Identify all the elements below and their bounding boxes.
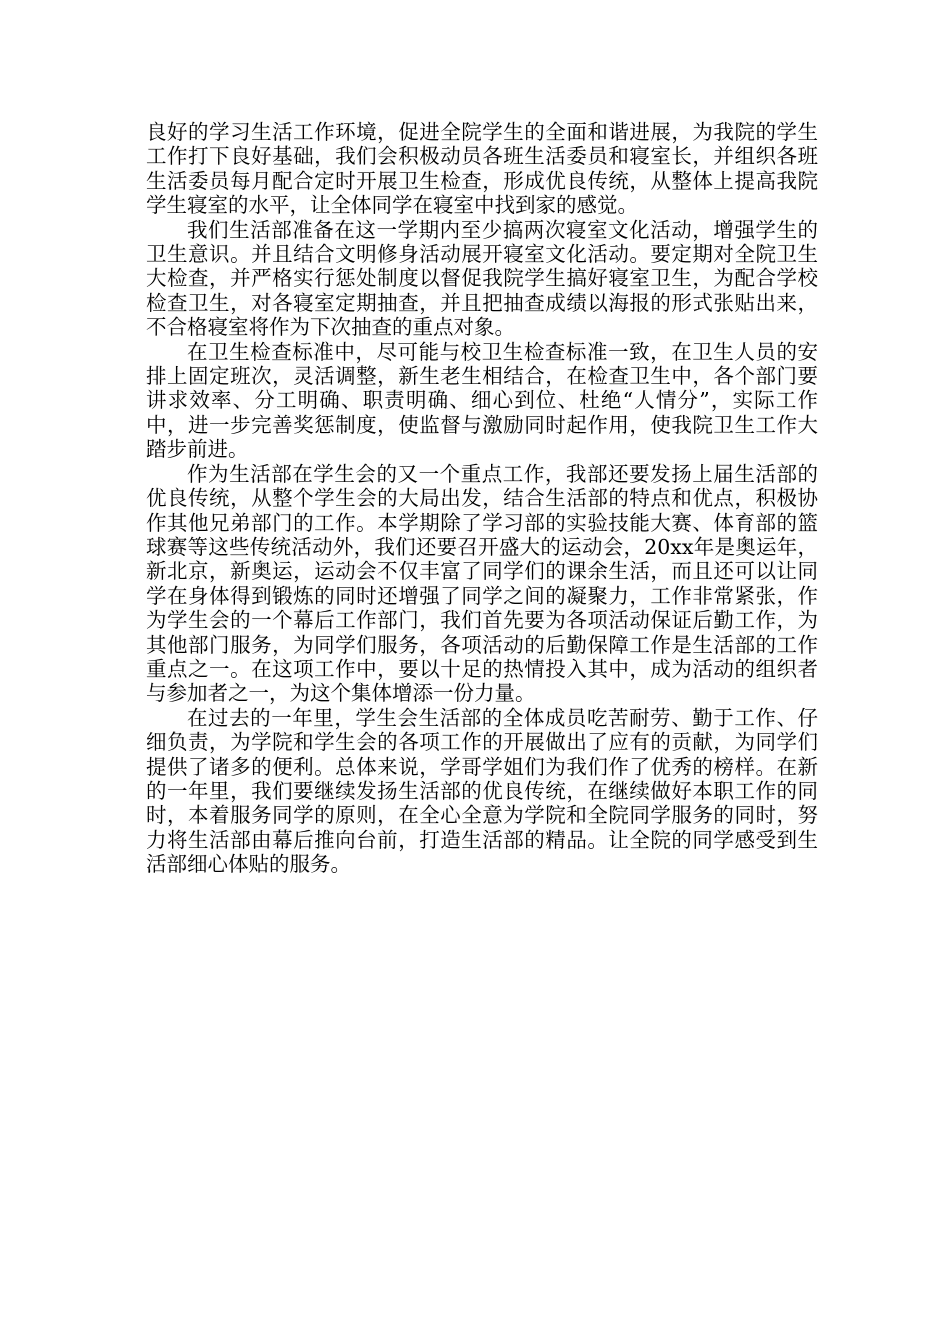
document-body: [146, 120, 818, 877]
paragraph-3: 在卫生检查标准中，尽可能与校卫生检查标准一致，在卫生人员的安排上固定班次，灵活调整，新生老生相结合，在检查卫生中，各个部门要讲求效率、分工明确、职责明确、细心到位、杜绝“人情分”，实际工作中，进一步完善奖惩制度，使监督与激励同时起作用，使我院卫生工作大踏步前进。: [146, 339, 818, 462]
paragraph-2: 我们生活部准备在这一学期内至少搞两次寝室文化活动，增强学生的卫生意识。并且结合文明修身活动展开寝室文化活动。要定期对全院卫生大检查，并严格实行惩处制度以督促我院学生搞好寝室卫生，为配合学校检查卫生，对各寝室定期抽查，并且把抽查成绩以海报的形式张贴出来，不合格寝室将作为下次抽查的重点对象。: [146, 217, 818, 340]
paragraph-5: 在过去的一年里，学生会生活部的全体成员吃苦耐劳、勤于工作、仔细负责，为学院和学生会的各项工作的开展做出了应有的贡献，为同学们提供了诸多的便利。总体来说，学哥学姐们为我们作了优秀的榜样。在新的一年里，我们要继续发扬生活部的优良传统，在继续做好本职工作的同时，本着服务同学的原则，在全心全意为学院和全院同学服务的同时，努力将生活部由幕后推向台前，打造生活部的精品。让全院的同学感受到生活部细心体贴的服务。: [146, 705, 818, 877]
paragraph-4: 作为生活部在学生会的又一个重点工作，我部还要发扬上届生活部的优良传统，从整个学生会的大局出发，结合生活部的特点和优点，积极协作其他兄弟部门的工作。本学期除了学习部的实验技能大赛、体育部的篮球赛等这些传统活动外，我们还要召开盛大的运动会，20xx年是奥运年，新北京，新奥运，运动会不仅丰富了同学们的课余生活，而且还可以让同学在身体得到锻炼的同时还增强了同学之间的凝聚力，工作非常紧张，作为学生会的一个幕后工作部门，我们首先要为各项活动保证后勤工作，为其他部门服务，为同学们服务，各项活动的后勤保障工作是生活部的工作重点之一。在这项工作中，要以十足的热情投入其中，成为活动的组织者与参加者之一，为这个集体增添一份力量。: [146, 461, 818, 706]
paragraph-1: 良好的学习生活工作环境，促进全院学生的全面和谐进展，为我院的学生工作打下良好基础，我们会积极动员各班生活委员和寝室长，并组织各班生活委员每月配合定时开展卫生检查，形成优良传统，从整体上提高我院学生寝室的水平，让全体同学在寝室中找到家的感觉。: [146, 120, 818, 218]
